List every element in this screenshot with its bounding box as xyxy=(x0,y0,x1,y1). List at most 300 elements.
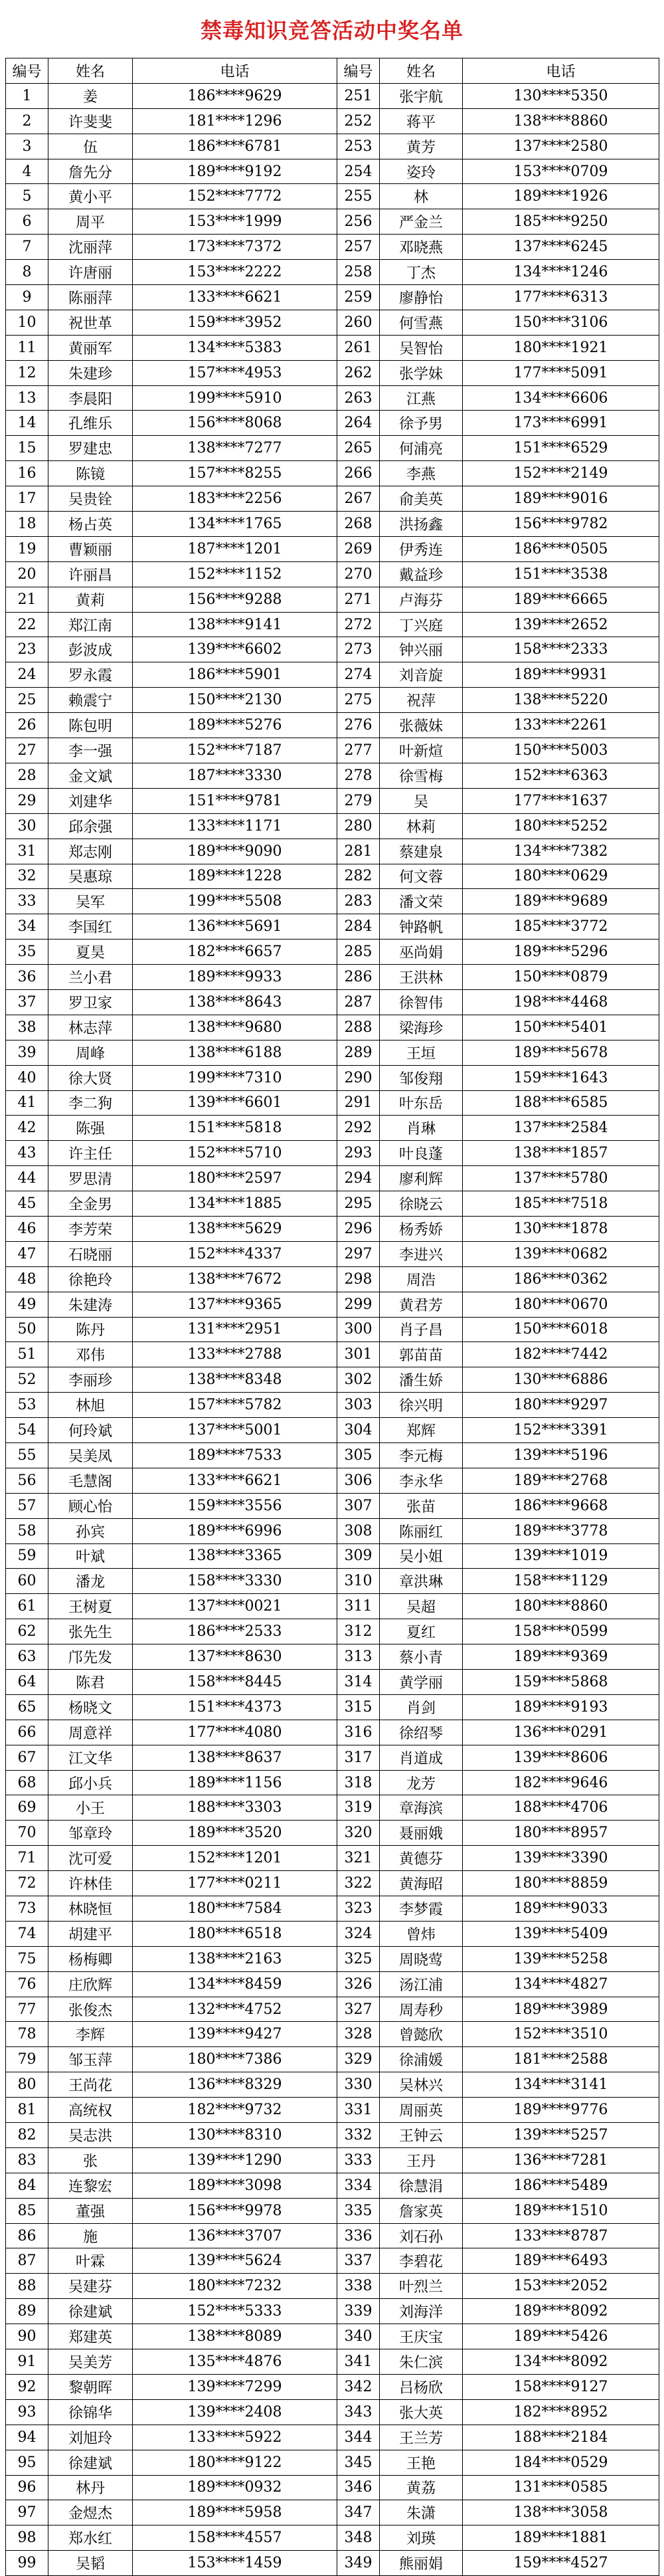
cell-name: 钟路帆 xyxy=(380,914,463,940)
cell-name: 吕杨欣 xyxy=(380,2374,463,2399)
cell-phone: 189****3098 xyxy=(133,2173,337,2198)
cell-name: 蒋平 xyxy=(380,108,463,134)
table-row xyxy=(6,637,659,662)
cell-no: 66 xyxy=(6,1720,48,1745)
cell-name: 卢海芬 xyxy=(380,587,463,612)
cell-name: 黄小平 xyxy=(48,184,133,209)
cell-phone: 153****1459 xyxy=(133,2551,337,2576)
cell-phone: 189****9776 xyxy=(463,2098,659,2123)
cell-no: 347 xyxy=(337,2500,380,2526)
cell-no: 40 xyxy=(6,1065,48,1090)
cell-name: 吴美芳 xyxy=(48,2349,133,2375)
cell-phone: 189****9016 xyxy=(463,486,659,512)
cell-no: 251 xyxy=(337,83,380,108)
header-name-left: 姓名 xyxy=(48,58,133,84)
cell-no: 303 xyxy=(337,1393,380,1418)
cell-phone: 189****5296 xyxy=(463,940,659,965)
cell-name: 曾炜 xyxy=(380,1921,463,1946)
cell-name: 刘旭玲 xyxy=(48,2425,133,2450)
cell-no: 336 xyxy=(337,2223,380,2248)
cell-name: 黄海昭 xyxy=(380,1871,463,1896)
table-row xyxy=(6,2274,659,2299)
cell-name: 郑建英 xyxy=(48,2324,133,2349)
cell-phone: 136****5691 xyxy=(133,914,337,940)
cell-phone: 139****1290 xyxy=(133,2147,337,2173)
cell-phone: 177****1637 xyxy=(463,788,659,813)
table-row xyxy=(6,1644,659,1670)
table-row xyxy=(6,2047,659,2072)
cell-no: 326 xyxy=(337,1971,380,1997)
cell-name: 郑辉 xyxy=(380,1418,463,1443)
cell-no: 304 xyxy=(337,1418,380,1443)
cell-phone: 188****3303 xyxy=(133,1795,337,1821)
cell-name: 朱建涛 xyxy=(48,1292,133,1317)
cell-no: 262 xyxy=(337,360,380,385)
cell-phone: 180****0670 xyxy=(463,1292,659,1317)
cell-phone: 189****6493 xyxy=(463,2248,659,2274)
cell-phone: 134****1246 xyxy=(463,260,659,285)
cell-phone: 177****6313 xyxy=(463,285,659,310)
cell-no: 341 xyxy=(337,2349,380,2375)
cell-no: 331 xyxy=(337,2098,380,2123)
cell-phone: 138****8089 xyxy=(133,2324,337,2349)
cell-no: 306 xyxy=(337,1468,380,1493)
cell-phone: 136****7281 xyxy=(463,2147,659,2173)
cell-phone: 133****2261 xyxy=(463,713,659,738)
cell-no: 14 xyxy=(6,411,48,436)
cell-phone: 186****5901 xyxy=(133,662,337,688)
cell-phone: 186****2533 xyxy=(133,1619,337,1644)
cell-name: 王丹 xyxy=(380,2147,463,2173)
cell-name: 李二狗 xyxy=(48,1090,133,1116)
cell-name: 陈丹 xyxy=(48,1317,133,1342)
cell-phone: 182****9732 xyxy=(133,2098,337,2123)
cell-no: 18 xyxy=(6,512,48,537)
table-row xyxy=(6,2198,659,2223)
cell-phone: 152****6363 xyxy=(463,763,659,788)
cell-no: 52 xyxy=(6,1367,48,1393)
cell-no: 3 xyxy=(6,134,48,159)
table-row xyxy=(6,1594,659,1619)
cell-phone: 137****0021 xyxy=(133,1594,337,1619)
cell-no: 290 xyxy=(337,1065,380,1090)
cell-phone: 180****1921 xyxy=(463,335,659,360)
cell-no: 48 xyxy=(6,1266,48,1292)
cell-no: 286 xyxy=(337,965,380,990)
table-row xyxy=(6,1518,659,1543)
table-row xyxy=(6,1670,659,1695)
cell-name: 黄芳 xyxy=(380,134,463,159)
cell-name: 廖静怡 xyxy=(380,285,463,310)
cell-no: 328 xyxy=(337,2022,380,2047)
cell-phone: 189****9369 xyxy=(463,1644,659,1670)
cell-phone: 189****3520 xyxy=(133,1821,337,1846)
cell-no: 330 xyxy=(337,2072,380,2098)
cell-name: 祝世革 xyxy=(48,310,133,335)
cell-name: 林丹 xyxy=(48,2475,133,2500)
cell-no: 312 xyxy=(337,1619,380,1644)
cell-name: 邓伟 xyxy=(48,1342,133,1367)
cell-name: 郭苗苗 xyxy=(380,1342,463,1367)
table-row xyxy=(6,209,659,235)
cell-no: 21 xyxy=(6,587,48,612)
cell-phone: 139****5409 xyxy=(463,1921,659,1946)
cell-phone: 139****7299 xyxy=(133,2374,337,2399)
cell-phone: 184****0529 xyxy=(463,2450,659,2475)
cell-no: 86 xyxy=(6,2223,48,2248)
cell-name: 夏昊 xyxy=(48,940,133,965)
cell-no: 288 xyxy=(337,1015,380,1040)
cell-name: 詹家英 xyxy=(380,2198,463,2223)
header-name-right: 姓名 xyxy=(380,58,463,84)
cell-name: 许斐斐 xyxy=(48,108,133,134)
cell-name: 陈君 xyxy=(48,1670,133,1695)
cell-no: 26 xyxy=(6,713,48,738)
cell-no: 19 xyxy=(6,536,48,561)
table-row xyxy=(6,688,659,713)
cell-name: 梁海珍 xyxy=(380,1015,463,1040)
cell-phone: 177****4080 xyxy=(133,1720,337,1745)
cell-no: 264 xyxy=(337,411,380,436)
cell-phone: 159****3556 xyxy=(133,1493,337,1518)
cell-name: 何雪燕 xyxy=(380,310,463,335)
cell-no: 11 xyxy=(6,335,48,360)
cell-no: 98 xyxy=(6,2526,48,2551)
cell-no: 346 xyxy=(337,2475,380,2500)
cell-no: 89 xyxy=(6,2299,48,2324)
cell-name: 李晨阳 xyxy=(48,385,133,411)
cell-name: 邹玉萍 xyxy=(48,2047,133,2072)
cell-name: 张宇航 xyxy=(380,83,463,108)
cell-no: 84 xyxy=(6,2173,48,2198)
cell-name: 叶良蓬 xyxy=(380,1141,463,1166)
cell-name: 郑志刚 xyxy=(48,839,133,864)
cell-no: 20 xyxy=(6,561,48,587)
cell-phone: 180****6518 xyxy=(133,1921,337,1946)
table-row xyxy=(6,2399,659,2425)
cell-no: 29 xyxy=(6,788,48,813)
cell-phone: 189****5426 xyxy=(463,2324,659,2349)
cell-phone: 133****8787 xyxy=(463,2223,659,2248)
cell-no: 325 xyxy=(337,1946,380,1971)
cell-phone: 173****7372 xyxy=(133,235,337,260)
cell-no: 294 xyxy=(337,1166,380,1191)
cell-phone: 139****0682 xyxy=(463,1241,659,1266)
cell-no: 257 xyxy=(337,235,380,260)
cell-no: 287 xyxy=(337,989,380,1015)
cell-name: 曾懿欣 xyxy=(380,2022,463,2047)
table-row xyxy=(6,1821,659,1846)
cell-name: 罗永霞 xyxy=(48,662,133,688)
cell-phone: 138****3058 xyxy=(463,2500,659,2526)
cell-no: 334 xyxy=(337,2173,380,2198)
cell-phone: 130****6886 xyxy=(463,1367,659,1393)
cell-name: 叶烈兰 xyxy=(380,2274,463,2299)
table-row xyxy=(6,184,659,209)
cell-name: 邓晓燕 xyxy=(380,235,463,260)
cell-name: 吴军 xyxy=(48,889,133,914)
cell-phone: 153****2052 xyxy=(463,2274,659,2299)
cell-name: 朱建珍 xyxy=(48,360,133,385)
cell-name: 蔡建泉 xyxy=(380,839,463,864)
cell-phone: 189****9033 xyxy=(463,1896,659,1922)
cell-name: 黄学丽 xyxy=(380,1670,463,1695)
table-row xyxy=(6,2147,659,2173)
table-row xyxy=(6,738,659,763)
cell-phone: 152****1152 xyxy=(133,561,337,587)
cell-no: 1 xyxy=(6,83,48,108)
cell-name: 何浦亮 xyxy=(380,436,463,461)
cell-no: 72 xyxy=(6,1871,48,1896)
cell-name: 巫尚娟 xyxy=(380,940,463,965)
table-row xyxy=(6,1317,659,1342)
cell-name: 陈包明 xyxy=(48,713,133,738)
cell-no: 16 xyxy=(6,461,48,486)
cell-phone: 130****1878 xyxy=(463,1216,659,1241)
cell-phone: 152****1201 xyxy=(133,1846,337,1871)
cell-name: 徐雪梅 xyxy=(380,763,463,788)
cell-name: 詹先分 xyxy=(48,159,133,184)
cell-phone: 158****4557 xyxy=(133,2526,337,2551)
cell-phone: 150****2130 xyxy=(133,688,337,713)
cell-phone: 150****5003 xyxy=(463,738,659,763)
cell-phone: 139****2408 xyxy=(133,2399,337,2425)
cell-no: 7 xyxy=(6,235,48,260)
table-row xyxy=(6,1065,659,1090)
cell-no: 62 xyxy=(6,1619,48,1644)
cell-no: 23 xyxy=(6,637,48,662)
cell-phone: 137****5001 xyxy=(133,1418,337,1443)
cell-phone: 158****8445 xyxy=(133,1670,337,1695)
cell-name: 徐慧涓 xyxy=(380,2173,463,2198)
cell-phone: 150****3106 xyxy=(463,310,659,335)
cell-name: 吴小姐 xyxy=(380,1543,463,1569)
cell-name: 彭波成 xyxy=(48,637,133,662)
cell-no: 313 xyxy=(337,1644,380,1670)
table-row xyxy=(6,612,659,637)
cell-name: 王庆宝 xyxy=(380,2324,463,2349)
cell-phone: 134****8459 xyxy=(133,1971,337,1997)
cell-phone: 137****2580 xyxy=(463,134,659,159)
cell-phone: 137****8630 xyxy=(133,1644,337,1670)
cell-phone: 150****5401 xyxy=(463,1015,659,1040)
cell-name: 周丽英 xyxy=(380,2098,463,2123)
cell-name: 吴贵铨 xyxy=(48,486,133,512)
table-row xyxy=(6,1266,659,1292)
table-row xyxy=(6,310,659,335)
cell-name: 许主任 xyxy=(48,1141,133,1166)
cell-name: 叶斌 xyxy=(48,1543,133,1569)
cell-phone: 131****0585 xyxy=(463,2475,659,2500)
table-row xyxy=(6,1543,659,1569)
cell-no: 317 xyxy=(337,1745,380,1770)
cell-name: 李一强 xyxy=(48,738,133,763)
cell-phone: 156****9978 xyxy=(133,2198,337,2223)
cell-phone: 158****0599 xyxy=(463,1619,659,1644)
cell-no: 64 xyxy=(6,1670,48,1695)
cell-no: 27 xyxy=(6,738,48,763)
cell-phone: 187****3330 xyxy=(133,763,337,788)
cell-name: 徐锦华 xyxy=(48,2399,133,2425)
cell-phone: 151****9781 xyxy=(133,788,337,813)
cell-name: 李丽珍 xyxy=(48,1367,133,1393)
cell-no: 270 xyxy=(337,561,380,587)
table-row xyxy=(6,587,659,612)
cell-no: 80 xyxy=(6,2072,48,2098)
cell-phone: 185****3772 xyxy=(463,914,659,940)
cell-no: 327 xyxy=(337,1997,380,2022)
table-row xyxy=(6,436,659,461)
cell-phone: 156****9782 xyxy=(463,512,659,537)
cell-no: 305 xyxy=(337,1442,380,1468)
cell-phone: 139****3390 xyxy=(463,1846,659,1871)
cell-no: 315 xyxy=(337,1694,380,1720)
cell-no: 35 xyxy=(6,940,48,965)
cell-no: 70 xyxy=(6,1821,48,1846)
cell-phone: 152****7772 xyxy=(133,184,337,209)
cell-phone: 189****6996 xyxy=(133,1518,337,1543)
cell-no: 342 xyxy=(337,2374,380,2399)
cell-no: 75 xyxy=(6,1946,48,1971)
cell-phone: 189****0932 xyxy=(133,2475,337,2500)
cell-no: 55 xyxy=(6,1442,48,1468)
table-row xyxy=(6,512,659,537)
cell-phone: 131****2951 xyxy=(133,1317,337,1342)
cell-no: 268 xyxy=(337,512,380,537)
table-row xyxy=(6,335,659,360)
cell-no: 36 xyxy=(6,965,48,990)
cell-phone: 187****1201 xyxy=(133,536,337,561)
cell-no: 272 xyxy=(337,612,380,637)
cell-phone: 139****8606 xyxy=(463,1745,659,1770)
cell-phone: 189****1926 xyxy=(463,184,659,209)
cell-name: 蔡小青 xyxy=(380,1644,463,1670)
cell-no: 320 xyxy=(337,1821,380,1846)
cell-name: 罗建忠 xyxy=(48,436,133,461)
cell-name: 石晓丽 xyxy=(48,1241,133,1266)
cell-phone: 152****5710 xyxy=(133,1141,337,1166)
cell-name: 林晓恒 xyxy=(48,1896,133,1922)
table-row xyxy=(6,260,659,285)
cell-name: 李国红 xyxy=(48,914,133,940)
cell-phone: 138****9680 xyxy=(133,1015,337,1040)
cell-no: 74 xyxy=(6,1921,48,1946)
cell-no: 318 xyxy=(337,1770,380,1795)
cell-phone: 158****9127 xyxy=(463,2374,659,2399)
cell-name: 刘石孙 xyxy=(380,2223,463,2248)
cell-phone: 137****5780 xyxy=(463,1166,659,1191)
cell-name: 张先生 xyxy=(48,1619,133,1644)
cell-no: 67 xyxy=(6,1745,48,1770)
table-row xyxy=(6,2248,659,2274)
cell-no: 273 xyxy=(337,637,380,662)
cell-no: 308 xyxy=(337,1518,380,1543)
cell-phone: 158****1129 xyxy=(463,1569,659,1594)
table-row xyxy=(6,1694,659,1720)
cell-phone: 133****5922 xyxy=(133,2425,337,2450)
cell-phone: 136****3707 xyxy=(133,2223,337,2248)
table-row xyxy=(6,1619,659,1644)
cell-phone: 173****6991 xyxy=(463,411,659,436)
table-row xyxy=(6,813,659,839)
table-row xyxy=(6,2450,659,2475)
cell-phone: 189****1228 xyxy=(133,864,337,889)
cell-no: 13 xyxy=(6,385,48,411)
cell-no: 344 xyxy=(337,2425,380,2450)
cell-no: 277 xyxy=(337,738,380,763)
cell-phone: 189****9689 xyxy=(463,889,659,914)
cell-phone: 181****2588 xyxy=(463,2047,659,2072)
cell-no: 25 xyxy=(6,688,48,713)
cell-phone: 153****0709 xyxy=(463,159,659,184)
cell-phone: 159****4527 xyxy=(463,2551,659,2576)
cell-name: 顾心怡 xyxy=(48,1493,133,1518)
cell-phone: 134****1765 xyxy=(133,512,337,537)
cell-name: 夏红 xyxy=(380,1619,463,1644)
cell-name: 邝先发 xyxy=(48,1644,133,1670)
cell-phone: 134****6606 xyxy=(463,385,659,411)
cell-no: 333 xyxy=(337,2147,380,2173)
table-row xyxy=(6,2123,659,2148)
cell-name: 张学妹 xyxy=(380,360,463,385)
table-row xyxy=(6,2223,659,2248)
cell-name: 李芳荣 xyxy=(48,1216,133,1241)
cell-name: 吴志洪 xyxy=(48,2123,133,2148)
cell-name: 毛慧阁 xyxy=(48,1468,133,1493)
table-row xyxy=(6,989,659,1015)
cell-phone: 138****6188 xyxy=(133,1040,337,1065)
cell-no: 348 xyxy=(337,2526,380,2551)
cell-no: 337 xyxy=(337,2248,380,2274)
cell-phone: 186****0505 xyxy=(463,536,659,561)
cell-phone: 138****5220 xyxy=(463,688,659,713)
cell-name: 徐绍琴 xyxy=(380,1720,463,1745)
cell-name: 李梦霞 xyxy=(380,1896,463,1922)
cell-no: 6 xyxy=(6,209,48,235)
cell-phone: 138****8637 xyxy=(133,1745,337,1770)
cell-name: 刘瑛 xyxy=(380,2526,463,2551)
table-row xyxy=(6,889,659,914)
cell-name: 何玲斌 xyxy=(48,1418,133,1443)
cell-name: 林旭 xyxy=(48,1393,133,1418)
cell-phone: 152****2149 xyxy=(463,461,659,486)
cell-name: 徐予男 xyxy=(380,411,463,436)
cell-name: 邱小兵 xyxy=(48,1770,133,1795)
cell-phone: 189****7533 xyxy=(133,1442,337,1468)
cell-name: 王洪林 xyxy=(380,965,463,990)
table-row xyxy=(6,1997,659,2022)
cell-name: 陈丽红 xyxy=(380,1518,463,1543)
cell-name: 王尚花 xyxy=(48,2072,133,2098)
cell-name: 董强 xyxy=(48,2198,133,2223)
cell-phone: 133****6621 xyxy=(133,1468,337,1493)
cell-name: 熊丽娟 xyxy=(380,2551,463,2576)
cell-name: 许林佳 xyxy=(48,1871,133,1896)
cell-name: 江文华 xyxy=(48,1745,133,1770)
cell-no: 10 xyxy=(6,310,48,335)
cell-phone: 186****9629 xyxy=(133,83,337,108)
cell-name: 徐艳玲 xyxy=(48,1266,133,1292)
cell-no: 329 xyxy=(337,2047,380,2072)
cell-name: 周晓莺 xyxy=(380,1946,463,1971)
cell-no: 56 xyxy=(6,1468,48,1493)
cell-phone: 134****1885 xyxy=(133,1191,337,1217)
cell-no: 335 xyxy=(337,2198,380,2223)
cell-name: 徐智伟 xyxy=(380,989,463,1015)
cell-name: 沈丽萍 xyxy=(48,235,133,260)
cell-no: 252 xyxy=(337,108,380,134)
cell-name: 徐兴明 xyxy=(380,1393,463,1418)
